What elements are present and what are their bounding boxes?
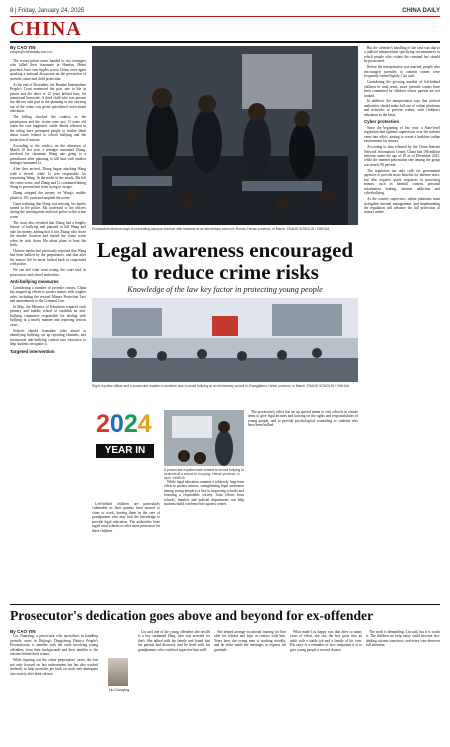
paper-name: CHINA DAILY (402, 8, 440, 14)
bottom-para-4: She helped arrange vocational training for him after his release and kept in contact with him. Years later, the young man is working steadily, and he often sends her messages to express his gratitude. (214, 630, 286, 652)
middle-para-b: Left-behind children are particularly vulnerable as their parents have moved to cities to work, leaving them in the care of grandparents who may lack the knowledge to provide legal education. The authorities have urged rural schools to offer more protection for these children. (92, 502, 160, 533)
classroom-photo (92, 46, 358, 225)
lead-para-5: After they arrived, Zhang began attacking Wang with a shovel, while Li was responsible for restraining Wang. In the midst of the attack, Ma left the crime scene, and Zhang and Li continued hitting Wang to prevent him from trying to escape. (10, 167, 86, 190)
author-photo (108, 658, 128, 686)
bottom-col-5 (366, 630, 440, 742)
bottom-headline: Prosecutor's dedication goes above and beyond for ex-offender (10, 608, 374, 623)
header-rule (10, 16, 440, 17)
lead-para-2: At the end of December, the Handan Intermediate People's Court sentenced the pair, one to life in prison and the other to 12 years behind bars, for intentional homicide. A third child who was present but did not take part in the planning or the carrying out of the crime was given specialized correctional education. (10, 82, 86, 114)
classroom-illustration (92, 46, 358, 225)
bottom-byline: By CAO YIN (10, 630, 36, 634)
subhead-cyber-protection: Cyber protection (364, 119, 400, 125)
right-para-4: In addition, the interpretation says that judicial authorities should make full use of online platforms and networks to prevent crimes, with children's education as the basis. (364, 99, 440, 117)
bottom-para-5: What made Liu happy was that after so many years of effort, she saw the boy grow into an adult with a stable job and a family of his own. His story is a reminder of how important it is to give young people a second chance. (290, 630, 362, 652)
right-para-5: Since the beginning of last year, a State-level regulation that tightens supervision over the internet came into effect, aiming to create a healthier online environment for minors. (364, 125, 440, 144)
page-date: 8 | Friday, January 24, 2025 (10, 8, 85, 14)
right-para-6: According to data released by the China Internet Network Information Center, China had 196 million netizens under the age of 18 as of December 2023, while the internet penetration rate among the group was nearly 98 percent. (364, 145, 440, 167)
school-photo (92, 298, 358, 382)
right-para-2: Before the interpretation was enacted, people who encouraged juveniles to commit crimes were frequently treated lightly, Cao said. (364, 65, 440, 79)
lead-para-12: In May, the Ministry of Education required each primary and middle school to establish an anti-bullying committee responsible for dealing with bullying in a timely manner and reporting serious cases. (10, 305, 86, 327)
middle-text-b (92, 502, 160, 600)
middle-para-a: While legal education remains a relatively long-term effort to protect minors, strengthening legal awareness among young people is a key to improving schools and fostering a responsible society. Joint efforts from schools, families and judicial departments can help students build a defense line against crimes. (164, 480, 244, 507)
middle-para-c: The prosecutor's office has set up special teams to visit schools in remote areas to give legal lectures and training on the rights and responsibilities of young people, and to provide psychological counseling to students who have been bullied. (248, 410, 358, 428)
lead-para-6: Zhang stripped the money on Wang's mobile phone to 191 yuan and emptied the scene. (10, 191, 86, 200)
main-headline: Legal awareness encouraged to reduce crime risks (96, 238, 354, 284)
lead-para-13: Schools should formulate rules aimed at identifying bullying, set up reporting channels, and incorporate anti-bullying content into education to help students recognize it. (10, 328, 86, 347)
prosecutor-illustration (164, 410, 244, 466)
subhead-targeted-intervention: Targeted intervention (10, 348, 55, 354)
lead-para-9: Chinese media had previously reported that Wang had been bullied by the perpetrators, and that after the minors left he never looked back or cooperated with police. (10, 249, 86, 267)
author-photo-caption: Liu Chunying (108, 688, 130, 692)
lead-byline: By CAO YIN (10, 46, 36, 50)
school-illustration (92, 298, 358, 382)
bottom-para-6: The work is demanding, Liu said, but it is worth it. The children we help today could become law-abiding citizens tomorrow, and every case deserves full attention. (366, 630, 440, 648)
small-photo-caption: A prosecutor explains laws related to school bullying to students at a school in Luoyang, Henan province, in April. XINHUA (164, 468, 244, 480)
prosecutor-photo (164, 410, 244, 466)
story-separator (10, 604, 440, 605)
section-title: CHINA (10, 18, 82, 40)
bottom-col-3 (214, 630, 286, 742)
lead-para-11: Considering a number of juvenile crimes, China has stepped up efforts to protect minors with tougher rules, including the revised Minors Protection Law and amendments to the Criminal Law. (10, 285, 86, 304)
lead-para-3: The killing shocked the country, as the perpetrators and the victim were just 13 years old when the case happened, while details released in the ruling have prompted people to further think about issues related to school bullying and the protection of minors. (10, 115, 86, 142)
section-rule (10, 41, 440, 43)
bottom-para-2: While figuring out the crime perpetrators' cases, she has not only focused on law enforcement but has also worked tirelessly to help juveniles get back on track and reintegrate into society after their release. (10, 658, 98, 676)
bottom-col-4 (290, 630, 362, 742)
middle-text-a (164, 480, 244, 600)
bottom-para-1: Liu Chunying, a prosecutor who specializes in handling juvenile cases in Beijing's Dongcheng District People's Procuratorate, is familiar with the cases involving young offenders, from their backgrounds and their families to the reasons behind their crimes. (10, 634, 98, 657)
lead-para-4: According to the verdict, on the afternoon of March 10 last year, a teenager surnamed Zhang, involved for classmate Wang into going to a greenhouse after planning to kill him with another teenager surnamed Li. (10, 143, 86, 166)
bottom-col-1 (10, 630, 98, 742)
middle-text-c (248, 410, 358, 600)
right-para-7: The regulation not only calls for government agencies to provide more benefits for internet users, but also requires quick responses in protecting minors, such as harmful content, personal information leaking, internet addiction and cyberbullying. (364, 168, 440, 196)
lead-email[interactable]: caoyin@chinadaily.com.cn (10, 50, 53, 55)
right-column (364, 46, 440, 602)
top-photo-caption: Prosecutors discuss ways of preventing campus violence with students at an elementary school in Runan, Henan province, in March. ZHANG SONGLIN / XINHUA (92, 227, 330, 231)
year-in-review-label: YEAR IN REVIEW (96, 444, 154, 458)
right-para-3: Considering the growing number of left-behind children in rural areas, more juvenile crimes have been committed by children whose parents are not around. (364, 80, 440, 98)
lead-story-column (10, 46, 86, 602)
main-deck: Knowledge of the law key factor in protecting young people (127, 285, 323, 294)
lead-para-7: Upon realizing that Wang was missing, his family turned to the police. Ma confessed to the officers during the investigation and took police to the crime scene. (10, 201, 86, 219)
lead-para-10: We can feel what went wrong, the court said, in prosecutors and school authorities. (10, 268, 86, 277)
middle-photo-caption: Right: A police officer and a prosecutor explain to students how to avoid bullying at an elementary school in Zhangjiakou, Hebei province, in March. ZHANG SONGLIN / XINHUA (92, 384, 350, 388)
bottom-para-3: Liu said one of the young offenders she recalls is a boy surnamed Ding, who was arrested for theft. She talked with his family and found that his parents had divorced, and he lived with his grandparents who could not supervise him well. (138, 630, 210, 652)
lead-para-8: The court also revealed that Zhang had a lengthy history of bullying and planned to kill Wang and take his money, adding that it was Zhang who chose the murder location and buried the crime scene when he took down Ma about plans to bury the body. (10, 220, 86, 248)
lead-para-1: The recent prison terms handed to two teenagers who killed their classmate in Handan, Hebei province, have sent ripples across China, once again sparking a national discussion on the prevention of juvenile crime and child protection. (10, 58, 86, 81)
right-para-8: As the country supervises, online platforms must strengthen internal management, and implementing the regulation will advance the full protection of minors online. (364, 197, 440, 215)
subhead-anti-bullying: Anti-bullying measures (10, 279, 59, 285)
year-number: 2024 (96, 410, 152, 438)
bottom-col-2 (138, 630, 210, 742)
right-para-1: But the offender's handling of the case was due to a judicial interpretation specifying circumstances in which people who violate the criminal law should be prosecuted. (364, 46, 440, 64)
year-in-review-logo (92, 410, 160, 498)
